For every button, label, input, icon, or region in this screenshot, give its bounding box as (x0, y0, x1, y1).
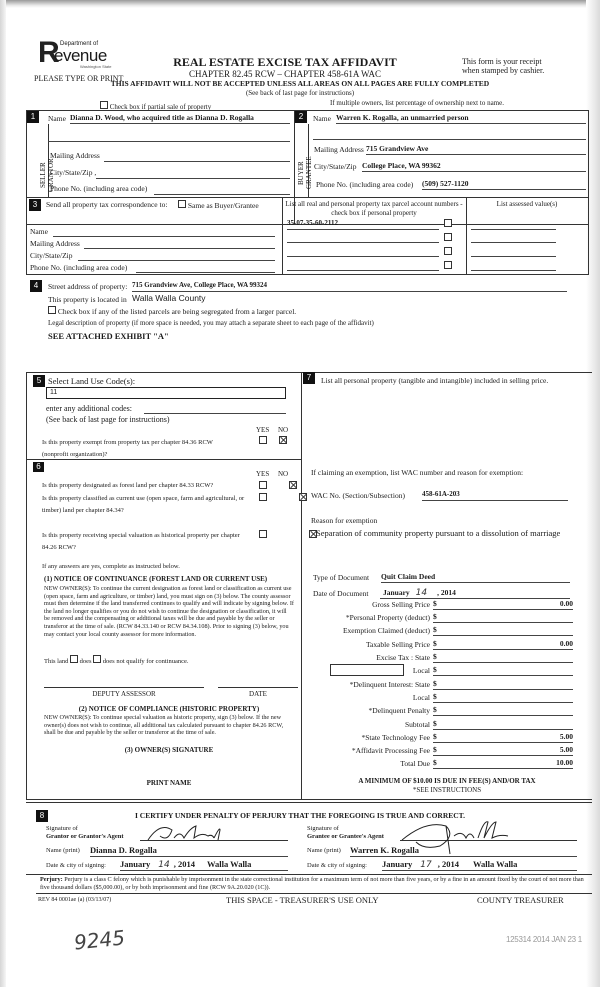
corr-name-field[interactable] (53, 226, 275, 237)
fee-value[interactable] (433, 665, 573, 676)
currency-symbol: $ (433, 639, 437, 648)
reason-field[interactable]: Separation of community property pursuant to a dissolution of marriage (316, 528, 561, 538)
buyer-city-label: City/State/Zip (314, 162, 357, 171)
yes-header-6: YES (256, 470, 270, 478)
currency-symbol: $ (433, 625, 437, 634)
doc-date-field[interactable] (380, 588, 570, 599)
buyer-phone-label: Phone No. (including area code) (316, 180, 414, 189)
personal-property-checkbox-2[interactable] (444, 233, 452, 241)
forest-land-question: Is this property designated as forest land per chapter 84.33 RCW? (42, 482, 214, 489)
parcel-field-2[interactable] (287, 232, 439, 243)
currency-symbol: $ (433, 599, 437, 608)
deputy-signature-line[interactable] (44, 687, 204, 688)
treasurer-use-label: THIS SPACE - TREASURER'S USE ONLY (226, 895, 379, 905)
segregated-option[interactable] (48, 306, 296, 316)
fee-value[interactable] (433, 639, 573, 650)
fee-value[interactable] (433, 652, 573, 663)
section-6-number: 6 (33, 462, 44, 472)
buyer-name-line-2[interactable] (313, 129, 586, 140)
perjury-notice (40, 876, 590, 892)
exempt-yes-checkbox[interactable] (259, 436, 267, 444)
partial-sale-checkbox[interactable] (100, 101, 108, 109)
currency-symbol: $ (433, 665, 437, 674)
street-address-label: Street address of property: (48, 282, 128, 291)
see-back: (See back of last page for instructions) (245, 89, 355, 97)
divider (36, 893, 592, 894)
corr-name-label: Name (30, 227, 48, 236)
grantee-name-label: Name (print) (307, 847, 341, 854)
print-name-label: PRINT NAME (146, 779, 192, 787)
same-as-buyer-label: Same as Buyer/Grantee (187, 201, 259, 210)
send-correspondence-label: Send all property tax correspondence to: (46, 200, 168, 209)
divider (466, 197, 467, 275)
assessed-field-4[interactable] (471, 260, 556, 271)
grantee-sig-label-2: Grantee or Grantee's Agent (307, 833, 384, 840)
yes-header: YES (256, 426, 270, 434)
section-5-number: 5 (33, 375, 45, 387)
receipt-note-1: This form is your receipt (462, 57, 542, 66)
currency-symbol: $ (433, 705, 437, 714)
no-header-6: NO (278, 470, 289, 478)
notice-compliance-body: NEW OWNER(S): To continue special valuation as historic property, sign (3) below. If the new owner(s) does not wish to continue, all additional tax calculated pursuant to chapter 84.26 RCW, shall be due and payable by the seller or transferor at the time of sale. (44, 714, 284, 737)
doc-type-field[interactable]: Quit Claim Deed (381, 572, 570, 583)
certify-statement: I CERTIFY UNDER PENALTY OF PERJURY THAT THE FOREGOING IS TRUE AND CORRECT. (134, 811, 465, 820)
if-yes-instruction: If any answers are yes, complete as instructed below. (42, 563, 180, 570)
fee-label: *Delinquent Interest: State (349, 680, 430, 689)
seller-name-field[interactable]: Dianna D. Wood, who acquired title as Dianna D. Rogalla (70, 113, 290, 124)
additional-codes-field[interactable] (144, 403, 286, 414)
assessed-field-3[interactable] (471, 246, 556, 257)
section-7-number: 7 (303, 372, 315, 384)
fee-label: *Personal Property (deduct) (345, 613, 430, 622)
logo-big-text: evenue (54, 46, 107, 65)
segregated-checkbox[interactable] (48, 306, 56, 314)
fee-value[interactable] (433, 732, 573, 743)
currency-symbol: $ (433, 732, 437, 741)
currency-symbol: $ (433, 745, 437, 754)
fee-label: Taxable Selling Price (365, 640, 430, 649)
assessed-field-1[interactable] (471, 219, 556, 230)
segregated-label: Check box if any of the listed parcels are being segregated from a larger parcel. (57, 307, 297, 316)
grantor-name-field[interactable]: Dianna D. Rogalla (90, 845, 288, 857)
grantee-city: Walla Walla (472, 859, 518, 869)
personal-property-label: List all personal property (tangible and intangible) included in selling price. (321, 376, 549, 385)
grantor-date-field[interactable] (120, 859, 288, 871)
notice-compliance-title: (2) NOTICE OF COMPLIANCE (HISTORIC PROPERTY) (78, 705, 260, 713)
notice-continuance-title: (1) NOTICE OF CONTINUANCE (FOREST LAND OR CURRENT USE) (44, 575, 268, 583)
assessed-field-2[interactable] (471, 232, 556, 243)
forest-no-checkbox[interactable] (289, 481, 297, 489)
buyer-name-field[interactable]: Warren K. Rogalla, an unmarried person (336, 113, 586, 124)
seller-name-label: Name (48, 114, 66, 123)
form-revision: REV 84 0001ae (a) (03/13/07) (38, 897, 112, 903)
divider (282, 197, 283, 275)
same-as-buyer-checkbox[interactable] (178, 200, 186, 208)
date-label: DATE (249, 690, 267, 698)
historic-question: Is this property receiving special valuation as historical property per chapter 84.26 RCW? (42, 532, 240, 551)
fee-label: *Delinquent Penalty (368, 706, 430, 715)
grantee-name-field[interactable]: Warren K. Rogalla (350, 845, 577, 857)
does-not-checkbox[interactable] (93, 655, 101, 663)
seller-mailing-field[interactable] (104, 151, 290, 162)
buyer-mailing-field[interactable]: 715 Grandview Ave (366, 144, 586, 155)
corr-mailing-label: Mailing Address (30, 239, 80, 248)
divider (26, 799, 592, 800)
doc-date-day: 14 (415, 588, 428, 598)
fee-label: *Affidavit Processing Fee (351, 746, 430, 755)
doc-type-label: Type of Document (313, 573, 370, 582)
currency-symbol: $ (433, 612, 437, 621)
grantee-date-day: 17 (420, 860, 432, 870)
corr-phone-label: Phone No. (including area code) (30, 263, 128, 272)
divider (26, 802, 592, 803)
multiple-owners-note: If multiple owners, list percentage of ownership next to name. (330, 99, 504, 107)
buyer-city-field[interactable]: College Place, WA 99362 (362, 161, 586, 172)
grantee-date-year: , 2014 (437, 859, 459, 869)
this-land-label: This land (44, 658, 69, 665)
minimum-due-note: A MINIMUM OF $10.00 IS DUE IN FEE(S) AND/OR TAX (358, 777, 536, 785)
street-address-field[interactable]: 715 Grandview Ave, College Place, WA 99324 (132, 281, 567, 292)
land-use-code-field[interactable]: 11 (46, 387, 286, 399)
fee-label: Gross Selling Price (372, 600, 430, 609)
fee-amount: 0.00 (559, 599, 573, 608)
total-due-value[interactable] (433, 758, 573, 769)
fee-amount: 10.00 (556, 758, 573, 767)
section-8-number: 8 (36, 810, 48, 822)
corr-phone-field[interactable] (136, 262, 275, 273)
logo-swoosh-icon: R (38, 36, 60, 69)
currency-symbol: $ (433, 692, 437, 701)
scan-shadow-left (0, 0, 6, 987)
section-2-number: 2 (295, 111, 307, 123)
land-use-label: Select Land Use Code(s): (48, 376, 136, 386)
fee-value[interactable] (433, 692, 573, 703)
fee-label: *State Technology Fee (361, 733, 430, 742)
perjury-text: Perjury is a class C felony which is punishable by imprisonment in the state correctional institution for a maximum term of not more than five years, or by a fine in an amount fixed by the court of not more than five thousand dollars ($5,000.00), or by both imprisonment and fine (RCW 9A.20.020 (1C)). (40, 876, 584, 891)
land-use-instructions: (See back of last page for instructions) (46, 415, 170, 424)
seller-phone-field[interactable] (154, 184, 290, 195)
section-4-number: 4 (30, 280, 42, 292)
divider (26, 874, 592, 875)
form-chapter: CHAPTER 82.45 RCW – CHAPTER 458-61A WAC (189, 69, 381, 79)
grantor-date-day: 14 (158, 860, 170, 870)
doc-date-label: Date of Document (313, 589, 369, 598)
historic-yes-checkbox[interactable] (259, 530, 267, 538)
current-use-no-checkbox[interactable] (299, 493, 307, 501)
fee-value[interactable] (433, 625, 573, 636)
parcel-field-4[interactable] (287, 260, 439, 271)
legal-description-label: Legal description of property (if more space is needed, you may attach a separate sheet to each page of the affidavit) (48, 319, 374, 327)
forest-yes-checkbox[interactable] (259, 481, 267, 489)
seller-phone-label: Phone No. (including area code) (50, 184, 148, 193)
reason-label: Reason for exemption (311, 516, 378, 525)
grantor-signature-icon (140, 820, 240, 844)
form-title: REAL ESTATE EXCISE TAX AFFIDAVIT (173, 55, 397, 69)
see-instructions: *SEE INSTRUCTIONS (412, 786, 482, 794)
deputy-assessor-label: DEPUTY ASSESSOR (92, 690, 156, 698)
fee-label: Total Due (400, 759, 430, 768)
logo-small-text: Department of (60, 41, 99, 47)
fee-label: Excise Tax : State (376, 653, 430, 662)
grantor-name-label: Name (print) (46, 847, 80, 854)
assessed-header: List assessed value(s) (496, 200, 558, 208)
exempt-no-checkbox[interactable] (279, 436, 287, 444)
buyer-grantee-label: BUYER GRANTEE (297, 156, 313, 190)
fee-value[interactable] (433, 705, 573, 716)
wac-number-field[interactable]: 458-61A-203 (422, 490, 568, 501)
fee-label: Local (412, 693, 430, 702)
receipt-stamp: 125314 2014 JAN 23 1 (506, 935, 582, 944)
grantee-sig-label-1: Signature of (307, 825, 339, 832)
receipt-note-2: when stamped by cashier. (462, 66, 545, 75)
fee-value[interactable] (433, 719, 573, 730)
personal-property-checkbox-1[interactable] (444, 219, 452, 227)
located-in-label: This property is located in (48, 295, 127, 304)
fee-label: Local (412, 666, 430, 675)
please-type: PLEASE TYPE OR PRINT (34, 74, 124, 83)
fee-amount: 5.00 (559, 745, 573, 754)
buyer-side (295, 124, 313, 197)
currency-symbol: $ (433, 719, 437, 728)
date-line[interactable] (218, 687, 298, 688)
grantor-sig-label-2: Grantor or Grantor's Agent (46, 833, 124, 840)
grantor-date-label: Date & city of signing: (46, 862, 106, 869)
county-field[interactable]: Walla Walla County (132, 293, 206, 303)
parcel-field-1[interactable]: 35-07-35-60-2112 (287, 219, 439, 230)
exemption-instruction: If claiming an exemption, list WAC number and reason for exemption: (311, 468, 524, 477)
partial-sale-label: Check box if partial sale of property (109, 103, 212, 111)
seller-mailing-label: Mailing Address (50, 151, 100, 160)
seller-grantor-label: SELLER GRANTOR (39, 158, 55, 192)
buyer-mailing-label: Mailing Address (314, 145, 364, 154)
fee-amount: 0.00 (559, 639, 573, 648)
fee-label: Exemption Claimed (deduct) (342, 626, 430, 635)
owner-signature-label: (3) OWNER(S) SIGNATURE (124, 746, 214, 754)
warning-line: THIS AFFIDAVIT WILL NOT BE ACCEPTED UNLESS ALL AREAS ON ALL PAGES ARE FULLY COMPLETED (110, 79, 490, 88)
buyer-phone-field[interactable]: (509) 527-1120 (422, 179, 586, 190)
notice-continuance-body: NEW OWNER(S): To continue the current designation as forest land or classification as current use (open space, farm and agriculture, or timber) land, you must sign on (3) below. The county assessor must then determine if the land transferred continues to qualify and will indicate by signing below. If the land no longer qualifies or you do not wish to continue the designation or classification, it will be removed and the compensating or additional taxes will be due and payable by the seller or transferor at the time of sale. (RCW 84.33.140 or RCW 84.34.108). Prior to signing (3) below, you may contact your local county assessor for more information. (44, 585, 294, 638)
same-as-buyer[interactable] (178, 200, 259, 210)
corr-city-label: City/State/Zip (30, 251, 73, 260)
doc-date-month: January (383, 588, 410, 597)
grantee-date-label: Date & city of signing: (307, 862, 367, 869)
logo-state: Washington State (80, 64, 112, 69)
legal-description-field[interactable]: SEE ATTACHED EXHIBIT "A" (48, 331, 169, 341)
grantor-sig-label-1: Signature of (46, 825, 78, 832)
seller-city-label: City/State/Zip , (50, 168, 97, 177)
additional-codes-label: enter any additional codes: (46, 404, 132, 413)
seller-name-line-2[interactable] (48, 131, 290, 142)
handwritten-number: 9245 (72, 925, 127, 955)
does-checkbox[interactable] (70, 655, 78, 663)
grantor-date-year: , 2014 (173, 859, 195, 869)
exempt-question: Is this property exempt from property tax per chapter 84.36 RCW (nonprofit organization)? (42, 439, 213, 458)
qualify-row (44, 655, 189, 665)
divider (26, 459, 302, 460)
current-use-yes-checkbox[interactable] (259, 493, 267, 501)
parcel-header: List all real and personal property tax parcel account numbers - check box if personal property (285, 200, 463, 217)
perjury-label: Perjury: (40, 876, 63, 883)
does-not-label: does not qualify for continuance. (102, 658, 189, 665)
grantor-city: Walla Walla (206, 859, 252, 869)
section-3-number: 3 (29, 199, 41, 211)
fee-value[interactable] (433, 612, 573, 623)
section-1-number: 1 (27, 111, 39, 123)
scan-shadow-top (0, 0, 600, 8)
border-left (26, 372, 27, 800)
fee-value[interactable] (433, 599, 573, 610)
doc-date-year: , 2014 (437, 588, 456, 597)
fee-value[interactable] (433, 679, 573, 690)
currency-symbol: $ (433, 679, 437, 688)
grantee-date-field[interactable] (382, 859, 577, 871)
fee-value[interactable] (433, 745, 573, 756)
does-label: does (79, 658, 92, 665)
grantee-date-month: January (382, 859, 413, 869)
parcel-field-3[interactable] (287, 246, 439, 257)
wac-label: WAC No. (Section/Subsection) (311, 491, 405, 500)
personal-property-checkbox-4[interactable] (444, 261, 452, 269)
seller-city-field[interactable] (96, 168, 290, 179)
no-header: NO (278, 426, 289, 434)
personal-property-checkbox-3[interactable] (444, 247, 452, 255)
fee-label: Subtotal (404, 720, 430, 729)
currency-symbol: $ (433, 652, 437, 661)
dor-logo (38, 38, 128, 68)
corr-mailing-field[interactable] (84, 238, 275, 249)
corr-city-field[interactable] (78, 250, 275, 261)
grantor-date-month: January (120, 859, 151, 869)
buyer-name-label: Name (313, 114, 331, 123)
fee-amount: 5.00 (559, 732, 573, 741)
county-treasurer-label: COUNTY TREASURER (477, 895, 564, 905)
current-use-question: Is this property classified as current use (open space, farm and agricultural, or timber) land per chapter 84.34? (42, 495, 245, 514)
currency-symbol: $ (433, 758, 437, 767)
